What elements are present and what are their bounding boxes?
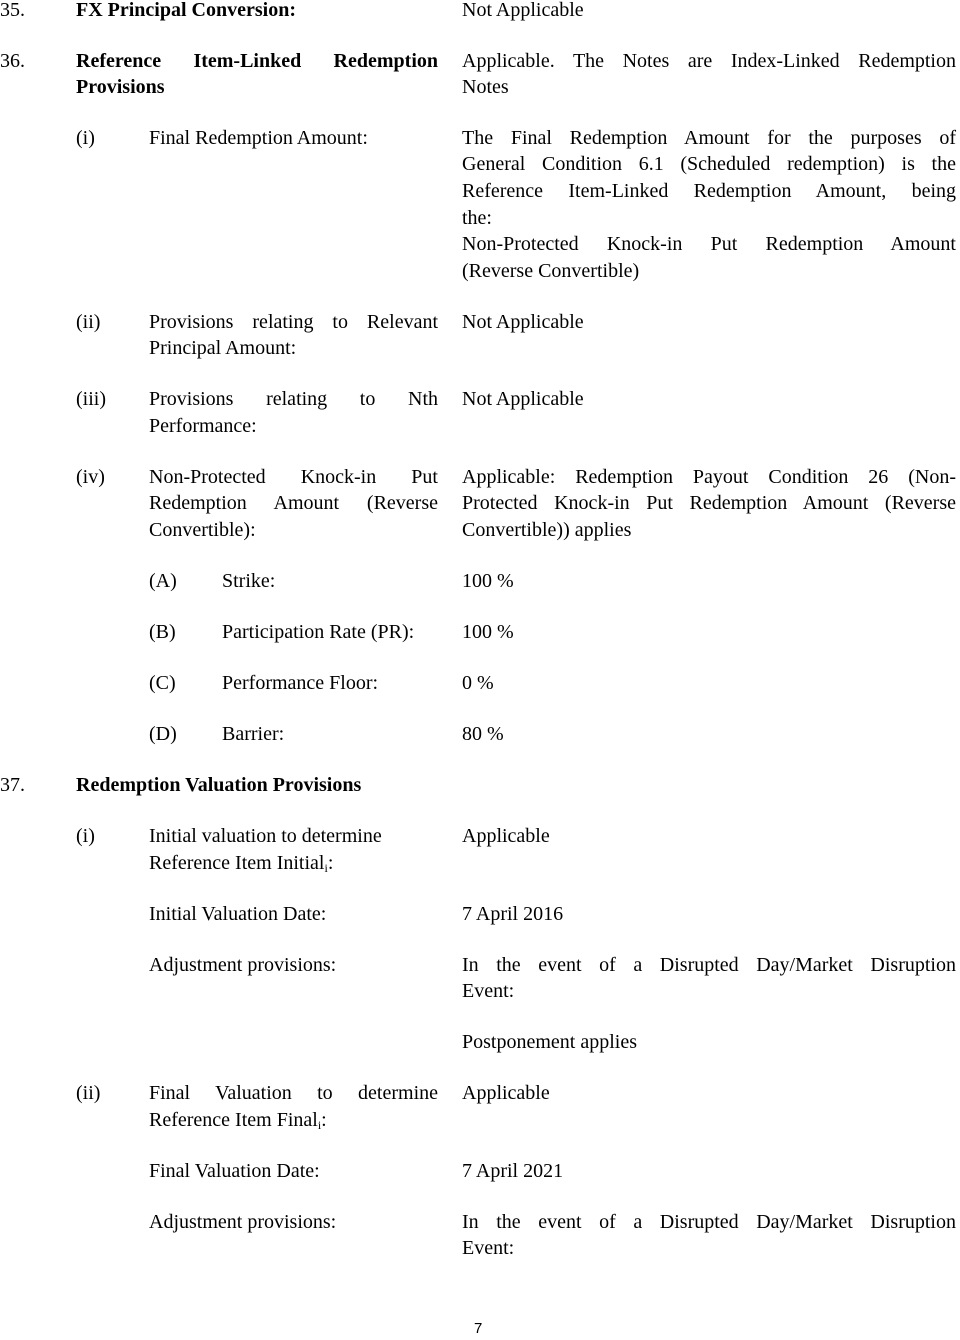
initial-adjustment-value-line2: Event: <box>462 980 515 1002</box>
item-36-heading-line2: Provisions <box>76 76 165 98</box>
final-valuation-date-value: 7 April 2021 <box>462 1160 564 1182</box>
item-36-value-line2: Notes <box>462 76 509 98</box>
page-number: 7 <box>474 1320 483 1337</box>
param-participation-rate-value: 100 % <box>462 621 514 643</box>
initial-adjustment-label: Adjustment provisions: <box>149 954 337 976</box>
knock-in-put-label-line1: Non-Protected Knock-in Put <box>149 466 438 488</box>
nth-performance-label-line1: Provisions relating to Nth <box>149 388 438 410</box>
item-36-iii-number: (iii) <box>76 388 106 410</box>
final-redemption-value-line2: General Condition 6.1 (Scheduled redemption) is the <box>462 153 956 175</box>
param-performance-floor-label: Performance Floor: <box>222 672 379 694</box>
param-barrier-value: 80 % <box>462 723 504 745</box>
final-redemption-value-line6: (Reverse Convertible) <box>462 260 640 282</box>
final-adjustment-value-line2: Event: <box>462 1237 515 1259</box>
item-36-value-line1: Applicable. The Notes are Index-Linked Redemption <box>462 50 956 72</box>
item-37-heading: Redemption Valuation Provisions <box>76 774 362 796</box>
knock-in-put-value-line3: Convertible)) applies <box>462 519 632 541</box>
final-valuation-value: Applicable <box>462 1082 550 1104</box>
final-redemption-value-line4: the: <box>462 207 492 229</box>
param-strike-value: 100 % <box>462 570 514 592</box>
item-37-number: 37. <box>0 774 25 796</box>
param-a-letter: (A) <box>149 570 177 592</box>
relevant-principal-label-line1: Provisions relating to Relevant <box>149 311 438 333</box>
initial-valuation-label-line1: Initial valuation to determine <box>149 825 382 847</box>
param-participation-rate-label: Participation Rate (PR): <box>222 621 415 643</box>
initial-postponement-value: Postponement applies <box>462 1031 637 1053</box>
final-valuation-label-line2: Reference Item Final$_i$: <box>149 1109 327 1132</box>
item-35-heading: FX Principal Conversion: <box>76 0 296 21</box>
nth-performance-label-line2: Performance: <box>149 415 257 437</box>
final-valuation-label-line1: Final Valuation to determine <box>149 1082 438 1104</box>
initial-valuation-date-value: 7 April 2016 <box>462 903 564 925</box>
final-redemption-value-line3: Reference Item-Linked Redemption Amount, being <box>462 180 956 202</box>
final-adjustment-value-line1: In the event of a Disrupted Day/Market Disruption <box>462 1211 956 1233</box>
param-d-letter: (D) <box>149 723 177 745</box>
knock-in-put-value-line1: Applicable: Redemption Payout Condition 26 (Non- <box>462 466 956 488</box>
relevant-principal-label-line2: Principal Amount: <box>149 337 297 359</box>
final-valuation-date-label: Final Valuation Date: <box>149 1160 320 1182</box>
item-36-i-number: (i) <box>76 127 95 149</box>
param-strike-label: Strike: <box>222 570 276 592</box>
knock-in-put-label-line2: Redemption Amount (Reverse <box>149 492 438 514</box>
final-adjustment-label: Adjustment provisions: <box>149 1211 337 1233</box>
item-36-heading-line1: Reference Item-Linked Redemption <box>76 50 438 72</box>
initial-valuation-label-line2: Reference Item Initial$_i$: <box>149 852 334 875</box>
param-barrier-label: Barrier: <box>222 723 285 745</box>
initial-valuation-date-label: Initial Valuation Date: <box>149 903 327 925</box>
nth-performance-value: Not Applicable <box>462 388 584 410</box>
final-redemption-value-line5: Non-Protected Knock-in Put Redemption Amount <box>462 233 956 255</box>
item-36-number: 36. <box>0 50 25 72</box>
param-c-letter: (C) <box>149 672 176 694</box>
knock-in-put-value-line2: Protected Knock-in Put Redemption Amount (Reverse <box>462 492 956 514</box>
relevant-principal-value: Not Applicable <box>462 311 584 333</box>
param-b-letter: (B) <box>149 621 176 643</box>
item-36-iv-number: (iv) <box>76 466 105 488</box>
param-performance-floor-value: 0 % <box>462 672 494 694</box>
item-37-i-number: (i) <box>76 825 95 847</box>
initial-adjustment-value-line1: In the event of a Disrupted Day/Market Disruption <box>462 954 956 976</box>
item-37-ii-number: (ii) <box>76 1082 101 1104</box>
final-redemption-amount-label: Final Redemption Amount: <box>149 127 368 149</box>
item-35-number: 35. <box>0 0 25 21</box>
initial-valuation-value: Applicable <box>462 825 550 847</box>
knock-in-put-label-line3: Convertible): <box>149 519 256 541</box>
final-redemption-value-line1: The Final Redemption Amount for the purposes of <box>462 127 956 149</box>
item-36-ii-number: (ii) <box>76 311 101 333</box>
item-35-value: Not Applicable <box>462 0 584 21</box>
